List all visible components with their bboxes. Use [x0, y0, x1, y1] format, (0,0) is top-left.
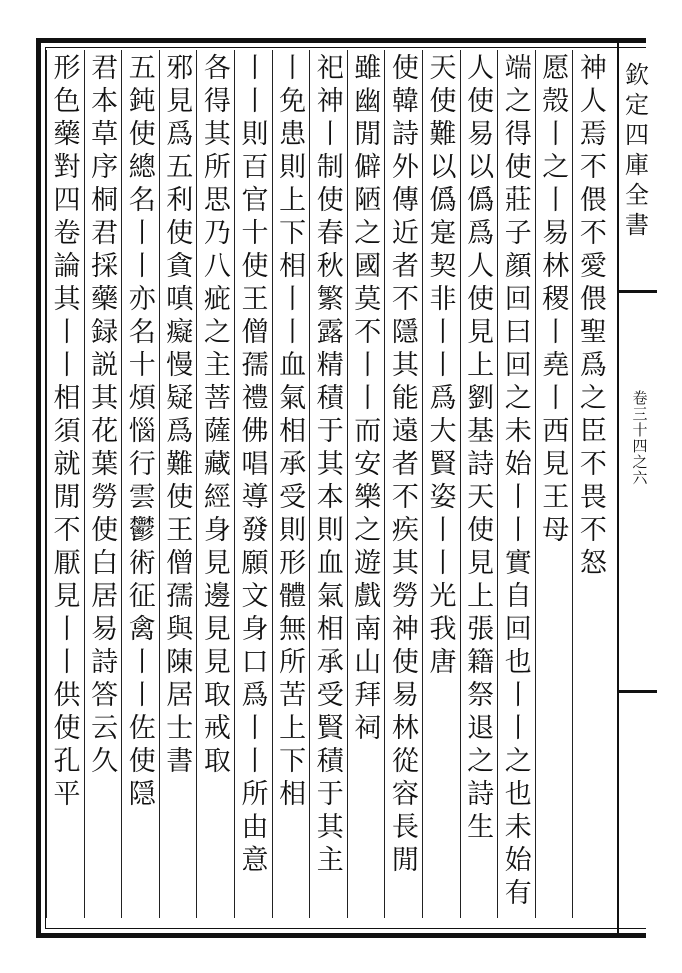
text-column: 君 本 草 序 桐 君 採 藥 録 説 其 花 葉 勞 使 白 居 易 詩 答 云 久: [91, 53, 119, 777]
text-column: 端 之 得 使 莊 子 顔 回 曰 回 之 未 始 丨 丨 實 自 回 也 丨 丨 之 也 未 始 有: [504, 53, 532, 909]
text-column: 使 韓 詩 外 傳 近 者 不 隱 其 能 遠 者 不 疾 其 勞 神 使 易 林 從 容 長 閒: [391, 53, 419, 876]
text-column: 各 得 其 所 思 乃 八 疵 之 主 菩 薩 藏 經 身 見 邊 見 見 取 戒 取: [203, 53, 231, 777]
text-column: 愿 殼 丨 之 丨 易 林 稷 丨 堯 丨 西 見 王 母: [542, 53, 570, 546]
text-column: 形 色 藥 對 四 卷 論 其 丨 丨 相 須 就 閒 不 厭 見 丨 丨 供 使 孔 平: [53, 53, 81, 810]
book-title: 欽 定 四 庫 全 書: [625, 61, 649, 239]
text-column: 丨 免 患 則 上 下 相 丨 丨 血 氣 相 承 受 則 形 體 無 所 苦 上 下 相: [279, 53, 307, 810]
margin-divider-top: [617, 290, 657, 293]
text-column: 五 鈍 使 總 名 丨 丨 亦 名 十 煩 惱 行 雲 鬱 術 征 禽 丨 丨 佐 使 隠: [128, 53, 156, 810]
column-rule: [46, 50, 47, 918]
text-column: 人 使 易 以 僞 爲 人 使 見 上 劉 基 詩 天 使 見 上 張 籍 祭 退 之 詩 生: [467, 53, 495, 843]
text-column: 神 人 焉 不 偎 不 愛 偎 聖 爲 之 臣 不 畏 不 怒: [579, 53, 607, 579]
text-column: 天 使 難 以 僞 寔 契 非 丨 丨 爲 大 賢 姿 丨 丨 光 我 唐: [429, 53, 457, 678]
margin-divider-bottom: [617, 690, 657, 693]
text-column: 祀 神 丨 制 使 春 秋 繁 露 精 積 于 其 本 則 血 氣 相 承 受 賢 積 于 其 主: [316, 53, 344, 876]
text-column: 丨 丨 則 百 官 十 使 王 僧 孺 禮 佛 唱 導 發 願 文 身 口 爲 丨 丨 所 由 意: [241, 53, 269, 876]
volume-label: 卷 三 十 四 之 六: [632, 389, 648, 487]
text-column: 邪 見 爲 五 利 使 貪 嗔 癡 慢 疑 爲 難 使 王 僧 孺 與 陳 居 士 書: [166, 53, 194, 777]
text-column: 雖 幽 閒 僻 陋 之 國 莫 不 丨 丨 而 安 樂 之 遊 戲 南 山 拜 祠: [354, 53, 382, 744]
